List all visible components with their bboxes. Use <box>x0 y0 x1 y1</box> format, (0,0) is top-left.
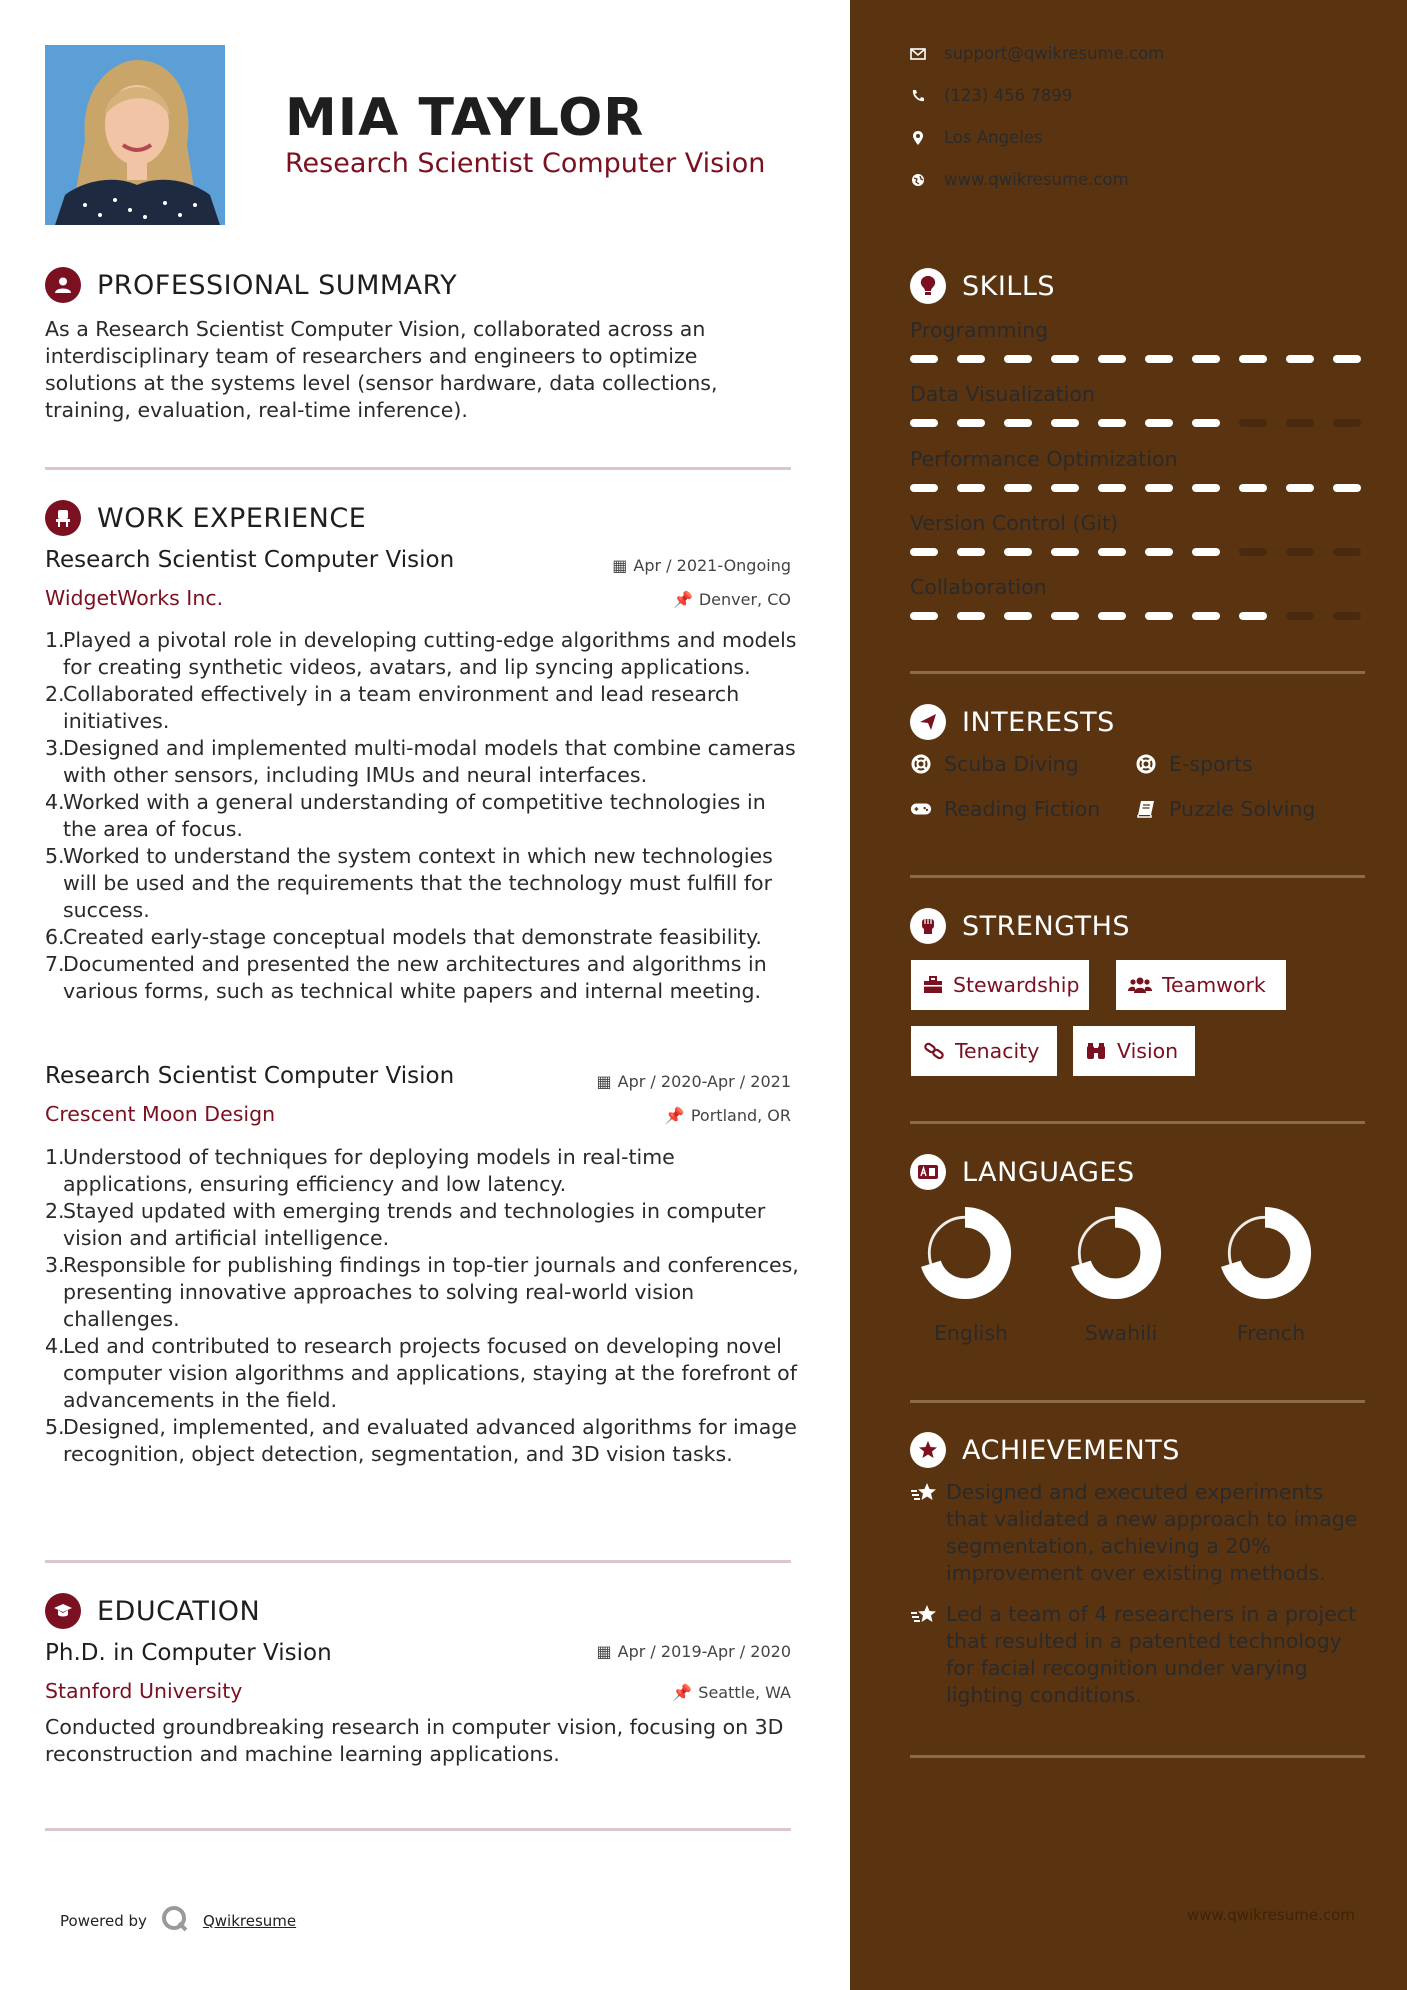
skill-level-dot <box>957 355 985 363</box>
user-icon <box>45 267 81 303</box>
skill-level-dot <box>1098 355 1126 363</box>
skill-level-dot <box>1286 612 1314 620</box>
job-date-text: Apr / 2021-Ongoing <box>633 556 791 575</box>
skill-level-dot <box>1239 419 1267 427</box>
interests-heading <box>910 704 1115 740</box>
skills-heading <box>910 268 1055 304</box>
skill-level-dot <box>1192 612 1220 620</box>
divider <box>910 1400 1365 1403</box>
skill-label: Programming <box>910 318 1049 342</box>
users-icon <box>1128 976 1152 994</box>
skill-level-dot <box>1004 548 1032 556</box>
calendar-icon: ▦ <box>612 556 628 575</box>
school: Stanford University <box>45 1679 243 1703</box>
list-item: 3. Responsible for publishing findings in top-tier journals and conferences, presenting innovative approaches to solving real-world vision challenges. <box>45 1253 799 1331</box>
skill-level-dot <box>1333 484 1361 492</box>
pin-icon: 📌 <box>664 1106 685 1125</box>
achievement-text: Led a team of 4 researchers in a project that resulted in a patented technology for facial recognition under varying lighting conditions. <box>946 1602 1357 1707</box>
envelope-icon <box>910 48 926 60</box>
language-level-ring <box>1068 1206 1162 1300</box>
contact-email-text: support@qwikresume.com <box>944 44 1165 63</box>
skill-label: Data Visualization <box>910 382 1095 406</box>
work-title: WORK EXPERIENCE <box>97 502 367 534</box>
language-label: Swahili <box>1084 1321 1158 1345</box>
achievements-title: ACHIEVEMENTS <box>962 1434 1180 1466</box>
skill-level-dot <box>1286 548 1314 556</box>
list-item: 2. Stayed updated with emerging trends and technologies in computer vision and artificial intelligence. <box>45 1199 766 1250</box>
graduation-icon <box>45 1593 81 1629</box>
interest-label: E-sports <box>1169 752 1253 776</box>
skill-level-dot <box>1098 419 1126 427</box>
chair-icon <box>45 500 81 536</box>
skill-level-dot <box>1145 612 1173 620</box>
achievement-item <box>910 1601 1365 1709</box>
skill-label: Performance Optimization <box>910 447 1178 471</box>
achievements-heading <box>910 1432 1180 1468</box>
contact-website-text: www.qwikresume.com <box>944 170 1129 189</box>
gamepad-icon <box>910 801 932 817</box>
interest-item <box>910 752 1079 776</box>
brand-link[interactable]: Qwikresume <box>202 1912 297 1930</box>
achievement-text: Designed and executed experiments that validated a new approach to image segmentation, achieving a 20% improvement over existing methods. <box>946 1480 1358 1585</box>
skill-level-dot <box>1051 548 1079 556</box>
summary-heading <box>45 267 457 303</box>
skill-level-dot <box>1192 548 1220 556</box>
job-location-text: Portland, OR <box>690 1106 791 1125</box>
job-title: Research Scientist Computer Vision <box>45 547 455 573</box>
skill-level-dot <box>1192 484 1220 492</box>
work-heading <box>45 500 366 536</box>
profile-photo <box>45 45 225 225</box>
skill-level-dot <box>1333 419 1361 427</box>
skill-label: Collaboration <box>910 575 1047 599</box>
skill-level-dot <box>1286 355 1314 363</box>
pin-icon: 📌 <box>672 1683 693 1702</box>
candidate-name: MIA TAYLOR <box>285 88 645 148</box>
calendar-icon: ▦ <box>596 1072 612 1091</box>
education-location-text: Seattle, WA <box>698 1683 791 1702</box>
job-bullets <box>45 1144 800 1468</box>
summary-text: As a Research Scientist Computer Vision, collaborated across an interdisciplinary team of researchers and engineers to optimize solutions at the systems level (sensor hardware, data collections, training, evaluation, real-time inference). <box>45 317 718 422</box>
skill-level-dot <box>1333 612 1361 620</box>
skill-level-dot <box>1239 355 1267 363</box>
job-title: Research Scientist Computer Vision <box>45 1063 455 1089</box>
fist-icon <box>910 908 946 944</box>
education-date <box>0 1642 791 1661</box>
skill-label: Version Control (Git) <box>910 511 1119 535</box>
lifering-icon <box>1135 754 1157 774</box>
job-bullets <box>45 627 800 1005</box>
divider <box>910 875 1365 878</box>
education-text: Conducted groundbreaking research in computer vision, focusing on 3D reconstruction and machine learning applications. <box>45 1715 784 1766</box>
skill-level-dot <box>1145 419 1173 427</box>
shooting-star-icon <box>910 1479 946 1587</box>
divider <box>45 1828 791 1831</box>
interest-label: Puzzle Solving <box>1169 797 1316 821</box>
skill-level-dot <box>1098 548 1126 556</box>
contact-location-text: Los Angeles <box>944 128 1043 147</box>
language-level-ring <box>918 1206 1012 1300</box>
job-date <box>0 556 791 575</box>
list-item: 7. Documented and presented the new architectures and algorithms in various forms, such as technical white papers and internal meeting. <box>45 952 767 1003</box>
skill-level-dot <box>957 548 985 556</box>
education-heading <box>45 1593 260 1629</box>
strength-label: Teamwork <box>1162 973 1266 997</box>
job-location-text: Denver, CO <box>698 590 791 609</box>
shooting-star-icon <box>910 1601 946 1709</box>
skill-level-dot <box>1098 484 1126 492</box>
star-badge-icon <box>910 1432 946 1468</box>
achievement-item <box>910 1479 1365 1587</box>
job-company: Crescent Moon Design <box>45 1102 276 1126</box>
strengths-title: STRENGTHS <box>962 910 1131 942</box>
skill-level-dot <box>1286 419 1314 427</box>
contact-phone[interactable] <box>910 86 1072 105</box>
skills-title: SKILLS <box>962 270 1056 302</box>
skill-level-dot <box>1145 355 1173 363</box>
job-location <box>0 1106 791 1125</box>
contact-location <box>910 128 1043 147</box>
skill-level-dot <box>1098 612 1126 620</box>
powered-by-label: Powered by <box>60 1912 147 1930</box>
strengths-heading <box>910 908 1130 944</box>
skill-level-bar <box>910 419 1365 428</box>
skill-level-dot <box>1004 484 1032 492</box>
divider <box>45 467 791 470</box>
interests-title: INTERESTS <box>962 706 1115 738</box>
interest-item <box>910 797 1100 821</box>
globe-icon <box>910 173 926 187</box>
list-item: 5. Worked to understand the system context in which new technologies will be used and the requirements that the technology must fulfill for success. <box>45 844 773 922</box>
skill-level-dot <box>910 612 938 620</box>
contact-email[interactable] <box>910 44 1164 63</box>
skill-level-dot <box>1239 548 1267 556</box>
interest-item <box>1135 752 1253 776</box>
strength-label: Vision <box>1117 1039 1179 1063</box>
phone-icon <box>910 89 926 103</box>
contact-phone-text: (123) 456 7899 <box>944 86 1073 105</box>
skill-level-dot <box>957 419 985 427</box>
divider <box>910 1121 1365 1124</box>
skill-level-dot <box>1051 419 1079 427</box>
divider <box>910 671 1365 674</box>
skill-level-dot <box>1004 612 1032 620</box>
list-item: 4. Worked with a general understanding of competitive technologies in the area of focus. <box>45 790 766 841</box>
skill-level-bar <box>910 548 1365 557</box>
skill-level-dot <box>1145 548 1173 556</box>
language-label: French <box>1236 1321 1306 1345</box>
skill-level-bar <box>910 612 1365 621</box>
strength-label: Stewardship <box>953 973 1080 997</box>
strength-label: Tenacity <box>955 1039 1040 1063</box>
pin-icon: 📌 <box>672 590 693 609</box>
job-company: WidgetWorks Inc. <box>45 586 224 610</box>
list-item: 3. Designed and implemented multi-modal models that combine cameras with other sensors, including IMUs and neural interfaces. <box>45 736 796 787</box>
job-date-text: Apr / 2020-Apr / 2021 <box>617 1072 791 1091</box>
book-icon <box>1135 799 1157 819</box>
strength-tag <box>911 960 1089 1010</box>
skill-level-dot <box>910 548 938 556</box>
skill-level-dot <box>1192 355 1220 363</box>
list-item: 6. Created early-stage conceptual models that demonstrate feasibility. <box>45 925 762 949</box>
summary-title: PROFESSIONAL SUMMARY <box>97 269 458 301</box>
divider <box>910 1755 1365 1758</box>
skill-level-dot <box>1051 612 1079 620</box>
skill-level-dot <box>1004 419 1032 427</box>
interest-label: Reading Fiction <box>944 797 1101 821</box>
language-icon <box>910 1154 946 1190</box>
interest-item <box>1135 797 1315 821</box>
lifering-icon <box>910 754 932 774</box>
education-title: EDUCATION <box>97 1595 261 1627</box>
contact-website[interactable] <box>910 170 1129 189</box>
skill-level-dot <box>910 419 938 427</box>
candidate-title: Research Scientist Computer Vision <box>285 148 766 179</box>
skill-level-bar <box>910 484 1365 493</box>
paper-plane-icon <box>910 704 946 740</box>
skill-level-dot <box>1004 355 1032 363</box>
link-icon <box>923 1042 945 1060</box>
skill-level-dot <box>1286 484 1314 492</box>
language-level-ring <box>1218 1206 1312 1300</box>
skill-level-dot <box>957 484 985 492</box>
qwikresume-logo-icon <box>161 1905 189 1937</box>
skill-level-dot <box>1145 484 1173 492</box>
education-location <box>0 1683 791 1702</box>
list-item: 1. Understood of techniques for deploying models in real-time applications, ensuring efficiency and low latency. <box>45 1145 675 1196</box>
strength-tag <box>1073 1026 1195 1076</box>
skill-level-dot <box>1239 484 1267 492</box>
skill-level-dot <box>1333 355 1361 363</box>
briefcase-icon <box>923 976 943 994</box>
list-item: 2. Collaborated effectively in a team environment and lead research initiatives. <box>45 682 740 733</box>
language-label: English <box>933 1321 1009 1345</box>
interest-label: Scuba Diving <box>944 752 1079 776</box>
degree: Ph.D. in Computer Vision <box>45 1640 332 1666</box>
strength-tag <box>911 1026 1057 1076</box>
binoculars-icon <box>1085 1042 1107 1060</box>
skill-level-dot <box>1051 355 1079 363</box>
education-date-text: Apr / 2019-Apr / 2020 <box>617 1642 791 1661</box>
list-item: 4. Led and contributed to research projects focused on developing novel computer vision algorithms and applications, staying at the forefront of advancements in the field. <box>45 1334 797 1412</box>
skill-level-dot <box>1051 484 1079 492</box>
skill-level-dot <box>910 355 938 363</box>
skill-level-bar <box>910 355 1365 364</box>
lightbulb-icon <box>910 268 946 304</box>
job-date <box>0 1072 791 1091</box>
skill-level-dot <box>1192 419 1220 427</box>
divider <box>45 1560 791 1563</box>
powered-by <box>60 1905 296 1937</box>
footer-url[interactable]: www.qwikresume.com <box>1187 1906 1355 1924</box>
languages-title: LANGUAGES <box>962 1156 1135 1188</box>
map-marker-icon <box>910 131 926 145</box>
skill-level-dot <box>910 484 938 492</box>
skill-level-dot <box>1333 548 1361 556</box>
strength-tag <box>1116 960 1286 1010</box>
calendar-icon: ▦ <box>596 1642 612 1661</box>
skill-level-dot <box>957 612 985 620</box>
list-item: 1. Played a pivotal role in developing cutting-edge algorithms and models for creating synthetic videos, avatars, and lip syncing applications. <box>45 628 797 679</box>
skill-level-dot <box>1239 612 1267 620</box>
job-location <box>0 590 791 609</box>
list-item: 5. Designed, implemented, and evaluated advanced algorithms for image recognition, object detection, segmentation, and 3D vision tasks. <box>45 1415 797 1466</box>
languages-heading <box>910 1154 1135 1190</box>
